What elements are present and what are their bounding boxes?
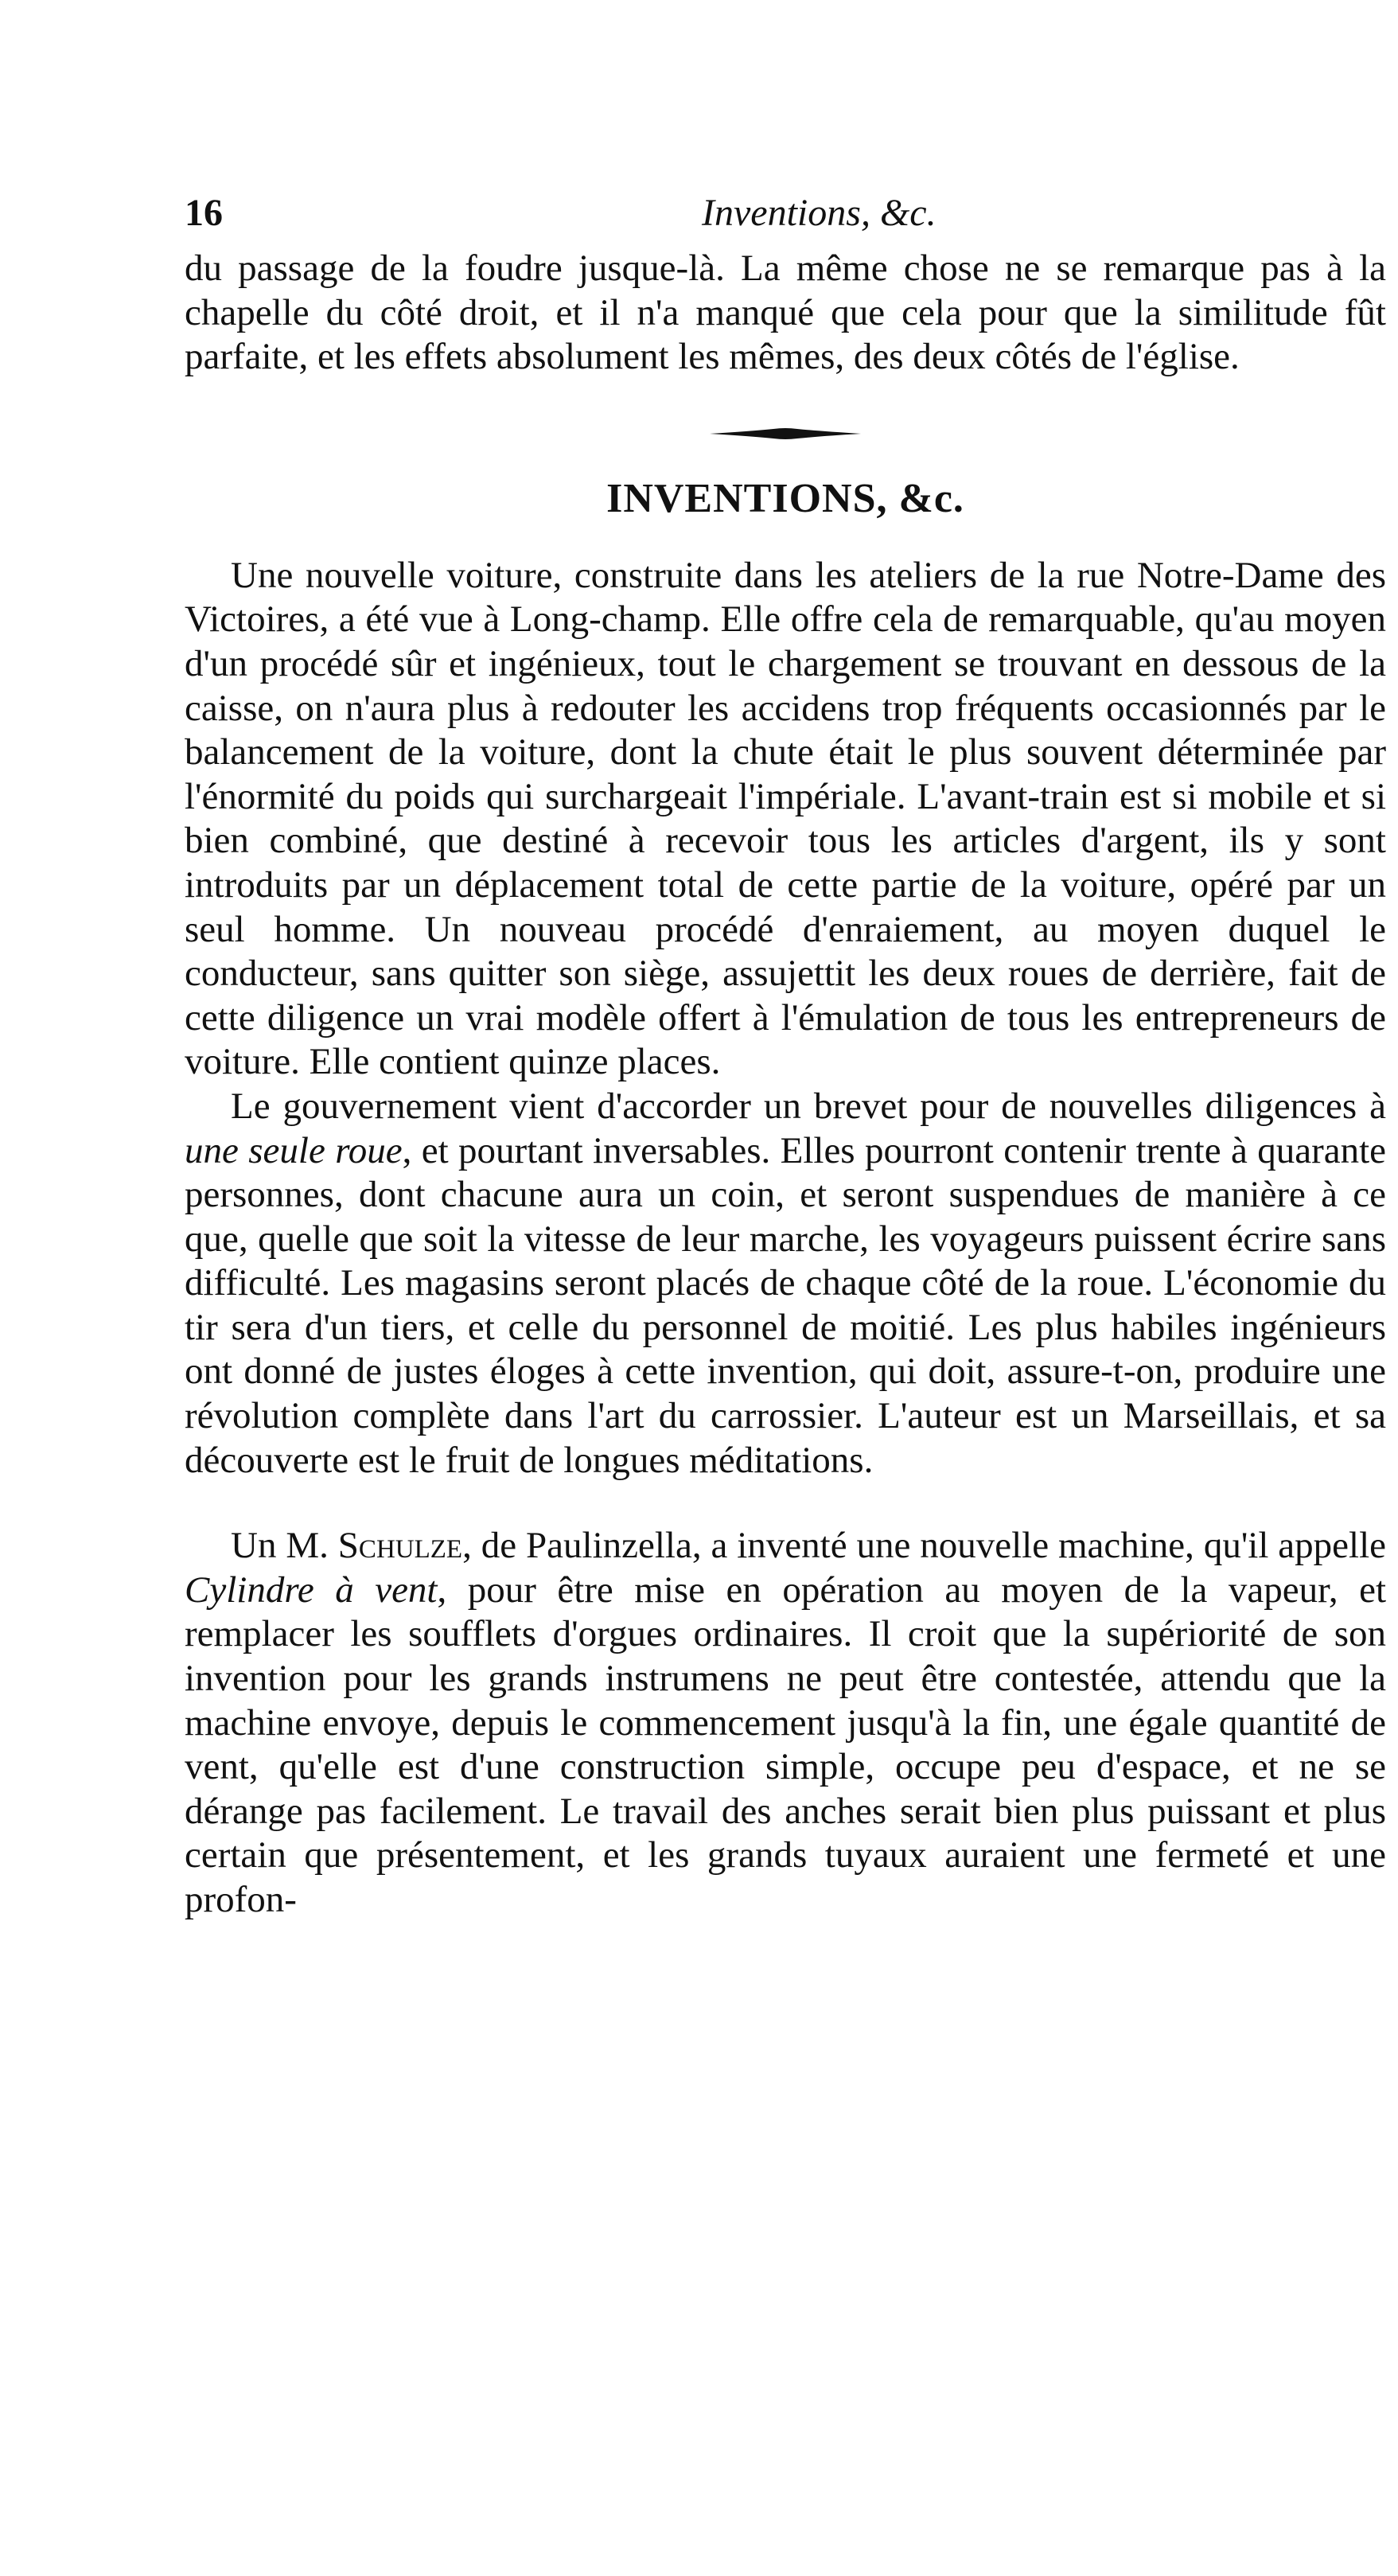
paragraph-diligences-text-start: Le gouvernement vient d'accorder un brevet pour de nouvelles diligences à — [231, 1085, 1386, 1127]
paragraph-voiture: Une nouvelle voiture, construite dans les ateliers de la rue Notre-Dame des Victoires, a été vue à Long-champ. Elle offre cela de remarquable, qu'au moyen d'un procédé sûr et ingénieux, tout le chargement se trouvant en dessous de la caisse, on n'aura plus à redouter les accidens trop fréquents occasionnés par le balancement de la voiture, dont la chute était le plus souvent déterminée par l'énormité du poids qui surchargeait l'impériale. L'avant-train est si mobile et si bien combiné, que destiné à recevoir tous les articles d'argent, ils y sont introduits par un déplacement total de cette partie de la voiture, opéré par un seul homme. Un nouveau procédé d'enraiement, au moyen duquel le conducteur, sans quitter son siège, assujettit les deux roues de derrière, fait de cette diligence un vrai modèle offert à l'émulation de tous les entrepreneurs de voiture. Elle contient quinze places. — [185, 554, 1386, 1083]
paragraph-cylindre-text-middle: , de Paulinzella, a inventé une nouvelle machine, qu'il appelle — [462, 1525, 1387, 1567]
paragraph-diligences-italic: une seule roue — [185, 1129, 403, 1171]
paragraph-diligences-text-end: , et pourtant inversables. Elles pourront contenir trente à quarante personnes, dont chacune aura un coin, et seront suspendues de manière à ce que, quelle que soit la vitesse de leur marche, les voyageurs puissent écrire sans difficulté. Les magasins seront placés de chaque côté de la roue. L'économie du tir sera d'un tiers, et celle du personnel de moitié. Les plus habiles ingénieurs ont donné de justes éloges à cette invention, qui doit, assure-t-on, produire une révolution complète dans l'art du carrossier. L'auteur est un Marseillais, et sa découverte est le fruit de longues méditations. — [185, 1129, 1386, 1481]
running-title: Inventions, &c. — [702, 192, 937, 234]
paragraph-cylindre-text-start: Un M. — [231, 1525, 338, 1567]
paragraph-cylindre-text-end: , pour être mise en opération au moyen de la vapeur, et remplacer les soufflets d'orgues ordinaires. Il croit que la supériorité de son invention pour les grands instrumens ne peut être contestée, attendu que la machine envoye, depuis le commencement jusqu'à la fin, une égale quantité de vent, qu'elle est d'une construction simple, occupe peu d'espace, et ne se dérange pas facilement. Le travail des anches serait bien plus puissant et plus certain que présentement, et les grands tuyaux auraient une fermeté et une profon- — [185, 1569, 1386, 1920]
continuation-paragraph: du passage de la foudre jusque-là. La même chose ne se remarque pas à la chapelle du côté droit, et il n'a manqué que cela pour que la similitude fût parfaite, et les effets absolument les mêmes, des deux côtés de l'église. — [185, 247, 1386, 378]
paragraph-cylindre — [185, 1524, 1386, 1922]
page-number: 16 — [185, 192, 223, 234]
paragraph-cylindre-italic: Cylindre à vent — [185, 1569, 438, 1611]
paragraph-gap — [185, 1483, 1386, 1524]
book-page — [185, 183, 1386, 1923]
paragraph-cylindre-name: Schulze — [337, 1525, 463, 1567]
paragraph-diligences — [185, 1085, 1386, 1483]
section-title: INVENTIONS, &c. — [606, 475, 964, 521]
section-divider-ornament — [710, 424, 861, 443]
running-head — [185, 183, 1386, 247]
